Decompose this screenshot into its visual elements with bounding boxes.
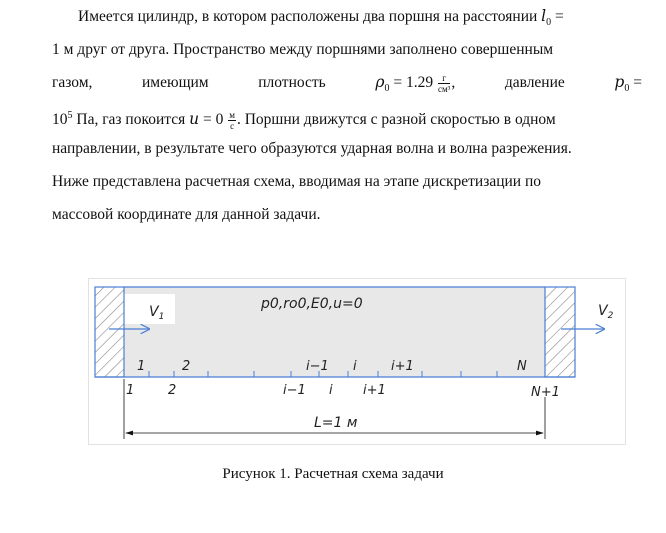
- scheme-diagram: [89, 279, 625, 444]
- paragraph-line-7: [52, 198, 642, 231]
- initial-state-label: p0,ro0,E0,u=0: [261, 296, 363, 312]
- punctuation: ,: [451, 74, 456, 91]
- text-segment: массовой координате для данной задачи.: [52, 206, 321, 223]
- paragraph-line-1: [52, 0, 642, 33]
- cell-label: i: [353, 359, 357, 374]
- text-segment: . Поршни движутся с разной скоростью в одном: [236, 111, 556, 129]
- fraction-denominator: см³: [437, 83, 451, 94]
- left-piston: [95, 287, 124, 377]
- paragraph-line-6: [52, 165, 642, 198]
- cell-label: N: [517, 359, 527, 374]
- v2-label: $V_2$: [598, 303, 614, 321]
- text-segment: Ниже представлена расчетная схема, вводимая на этапе дискретизации по: [52, 173, 542, 190]
- fraction-denominator: с: [230, 121, 235, 132]
- text-segment: Имеется цилиндр, в котором расположены два поршня на расстоянии: [78, 8, 542, 25]
- math-symbol: ρ: [375, 73, 385, 91]
- math-value: 10: [52, 111, 68, 129]
- node-label: 2: [168, 383, 177, 398]
- node-label: i−1: [283, 383, 306, 398]
- pressure-formula: [614, 66, 642, 99]
- node-label: 1: [126, 383, 135, 398]
- text-segment: Па, газ покоится: [72, 111, 190, 129]
- cell-label: i+1: [391, 359, 414, 374]
- figure-caption: Рисунок 1. Расчетная схема задачи: [222, 466, 444, 482]
- v1-subscript: 1: [158, 312, 165, 322]
- math-symbol: p: [614, 73, 625, 91]
- length-label: L=1 м: [314, 415, 358, 431]
- word: плотность: [258, 74, 326, 91]
- cell-label: i−1: [306, 359, 329, 374]
- word: давление: [504, 74, 565, 91]
- word: имеющим: [142, 74, 209, 91]
- word: газом,: [52, 74, 93, 91]
- math-subscript: 0: [546, 17, 552, 29]
- math-exponent: 5: [67, 110, 73, 121]
- v1-label: $V_1$: [149, 304, 165, 322]
- node-label: i+1: [363, 383, 386, 398]
- cell-label: 1: [137, 359, 146, 374]
- math-subscript: 0: [624, 83, 630, 95]
- math-value: = 0: [199, 111, 228, 129]
- density-formula: [375, 66, 455, 99]
- math-equals: =: [551, 8, 564, 25]
- paragraph-line-5: [52, 132, 642, 165]
- math-symbol: u: [189, 110, 200, 129]
- paragraph-line-3: [52, 66, 642, 99]
- fraction-numerator: м: [229, 110, 235, 121]
- math-symbol: l: [541, 7, 547, 25]
- unit-fraction: [438, 73, 450, 94]
- fraction-numerator: г: [438, 73, 450, 84]
- paragraph-line-2: [52, 33, 642, 66]
- math-subscript: 0: [384, 83, 390, 95]
- unit-fraction: [228, 110, 236, 131]
- paragraph-line-4: [52, 99, 642, 132]
- math-equals: =: [629, 74, 642, 91]
- cell-label: 2: [182, 359, 191, 374]
- text-segment: 1 м друг от друга. Пространство между поршнями заполнено совершенным: [52, 41, 554, 58]
- text-segment: направлении, в результате чего образуются ударная волна и волна разрежения.: [52, 140, 572, 157]
- figure-frame: [88, 278, 626, 445]
- v2-subscript: 2: [607, 311, 614, 321]
- problem-paragraph: [52, 0, 642, 231]
- math-value: = 1.29: [389, 74, 437, 91]
- node-label: N+1: [531, 385, 560, 400]
- node-label: i: [329, 383, 333, 398]
- right-piston: [545, 287, 575, 377]
